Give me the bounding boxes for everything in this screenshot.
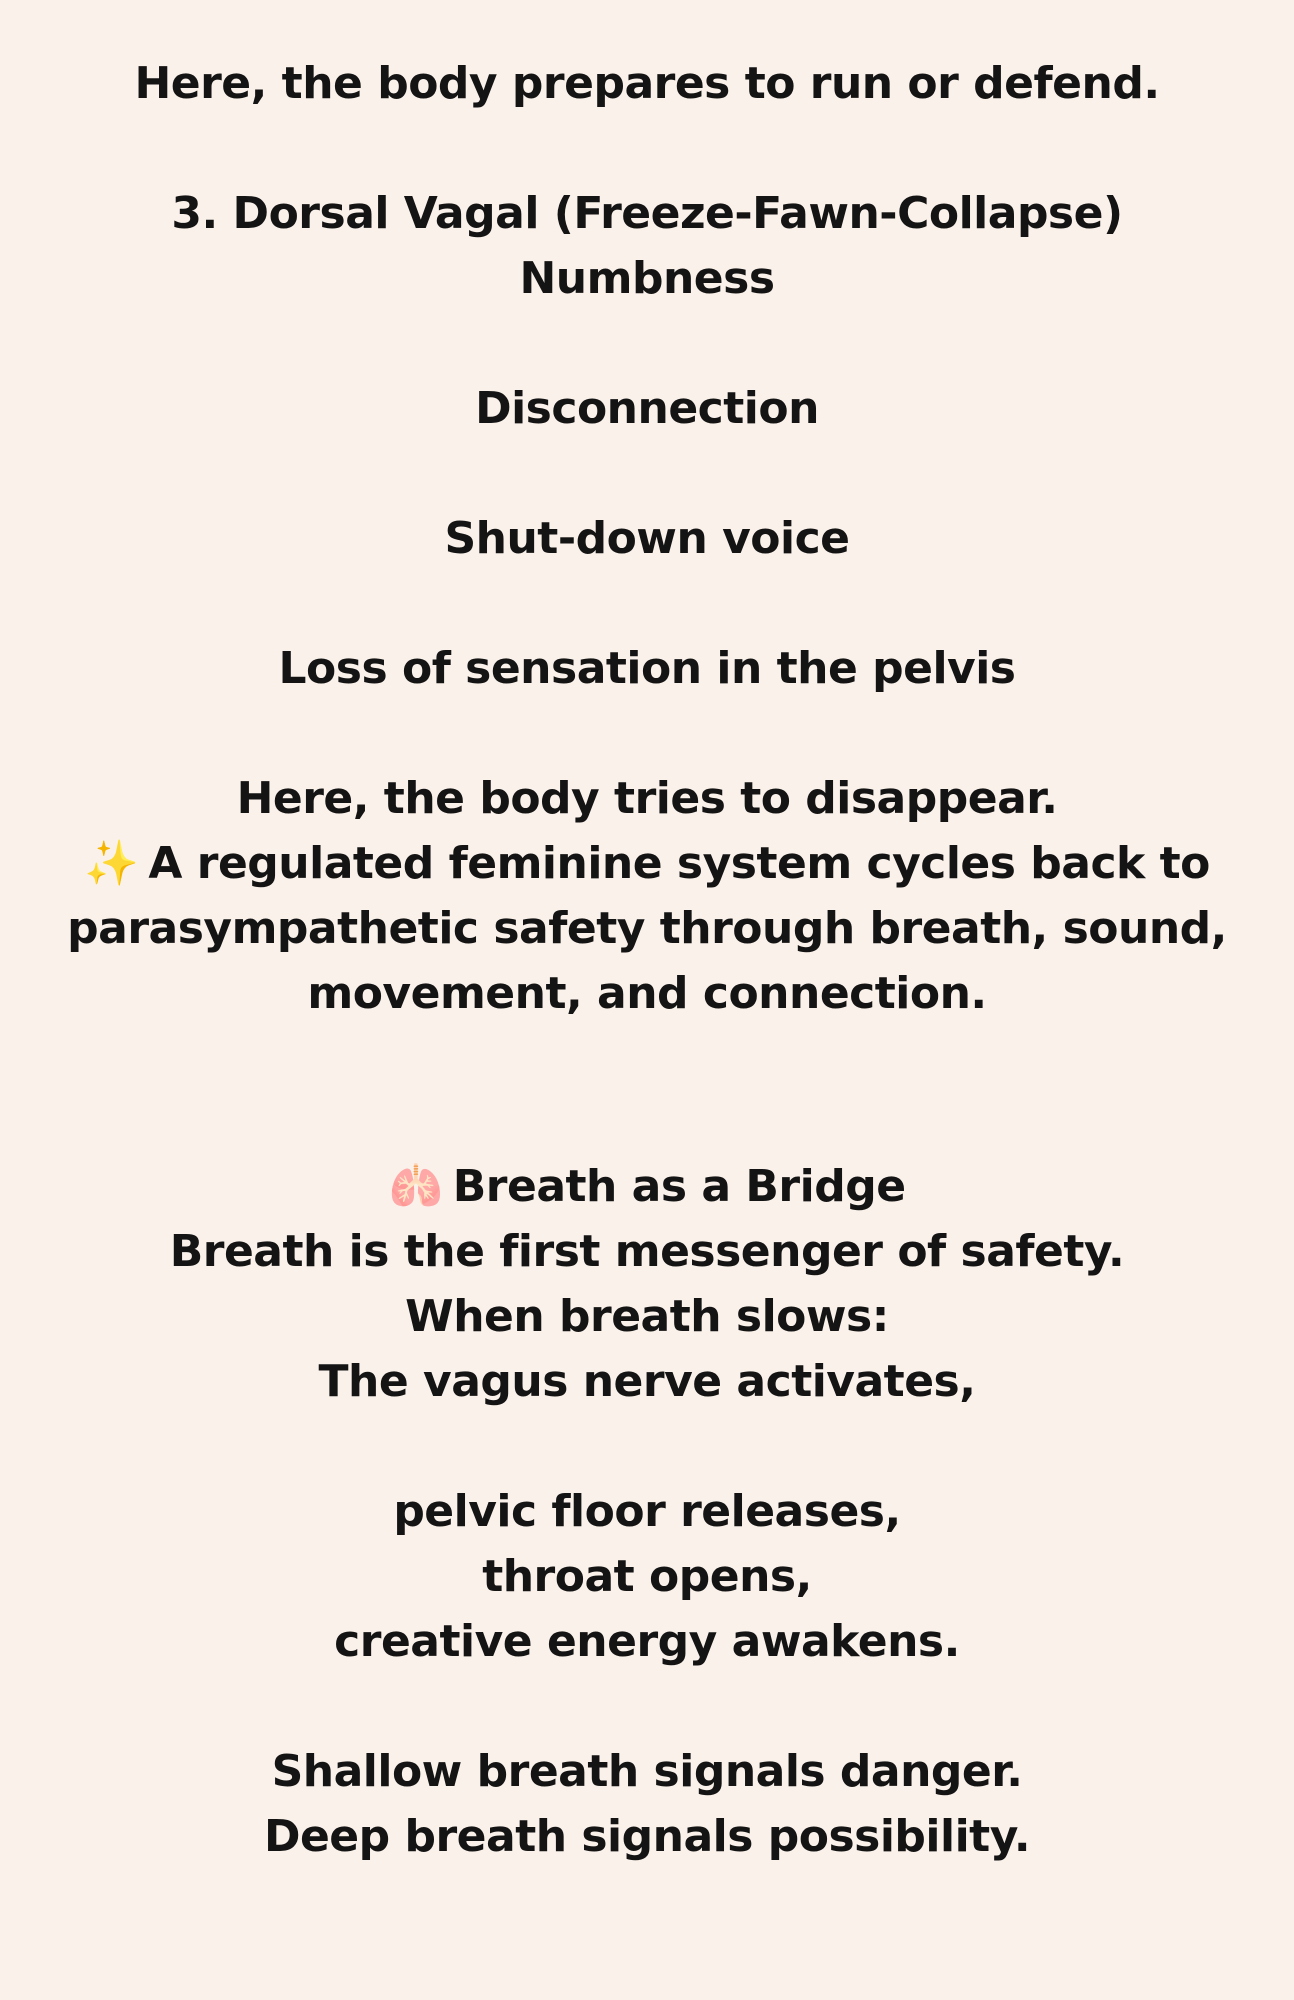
breath-line-3: The vagus nerve activates,	[318, 1356, 976, 1407]
effect-creative-energy: creative energy awakens.	[334, 1616, 960, 1667]
regulated-line-3: movement, and connection.	[307, 968, 987, 1019]
breath-line-1: Breath is the first messenger of safety.	[169, 1226, 1125, 1277]
effect-pelvic-floor: pelvic floor releases,	[393, 1486, 901, 1537]
contrast-deep-breath: Deep breath signals possibility.	[263, 1811, 1031, 1862]
sparkles-icon: ✨	[84, 838, 139, 889]
breath-heading	[0, 1155, 1294, 1219]
regulated-line-1	[0, 832, 1294, 896]
regulated-line-2: parasympathetic safety through breath, sound,	[67, 903, 1227, 954]
breath-line-2: When breath slows:	[405, 1291, 889, 1342]
symptom-shut-down-voice: Shut-down voice	[444, 513, 850, 564]
dorsal-vagal-heading: 3. Dorsal Vagal (Freeze-Fawn-Collapse)	[171, 188, 1123, 239]
breath-heading-text: Breath as a Bridge	[452, 1161, 906, 1212]
effect-throat: throat opens,	[482, 1551, 812, 1602]
lungs-icon: 🫁	[388, 1161, 443, 1212]
symptom-pelvis-sensation: Loss of sensation in the pelvis	[278, 643, 1016, 694]
symptom-numbness: Numbness	[519, 253, 775, 304]
dorsal-closing-text: Here, the body tries to disappear.	[236, 773, 1058, 824]
contrast-shallow-breath: Shallow breath signals danger.	[271, 1746, 1023, 1797]
symptom-disconnection: Disconnection	[475, 383, 819, 434]
intro-text: Here, the body prepares to run or defend.	[134, 58, 1160, 109]
regulated-text: A regulated feminine system cycles back to	[148, 838, 1210, 889]
